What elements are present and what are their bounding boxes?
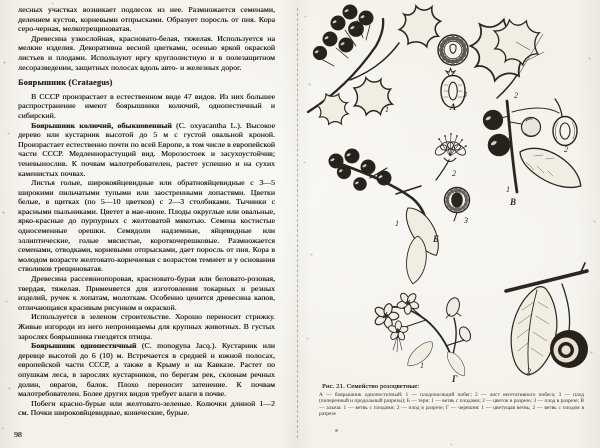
species-name: Боярышник однопестичный xyxy=(31,341,137,351)
figure-label-section-v: В xyxy=(510,197,517,207)
paragraph-text: В СССР произрастает в естественном виде 47 видов. Из них большее распространение имеют боярышники колючий, однопестичный и сибирский. xyxy=(18,91,275,120)
cherry-plum-fruit-section xyxy=(553,99,577,146)
figure-caption xyxy=(319,383,584,418)
paragraph xyxy=(18,178,275,274)
section-heading: Боярышник (Crataegus) xyxy=(18,77,113,87)
paragraph xyxy=(18,34,275,72)
paragraph-text: лесных участках возникает подлесок из нее. Размножается семенами, делением кустов, корневыми отпрысками. Образует поросль от пня. Кора серо-черная, мелкотрещиноватая. xyxy=(18,5,275,34)
figure-label-section-g: Г xyxy=(452,374,458,384)
blackthorn-flower-section xyxy=(433,133,467,180)
paragraph-text: Древесина рассеяннопоровая, красновато-бурая или беловато-розовая, твердая, тяжелая. Применяется для изготовления токарных и резных изделий, ручек к лопатам, молоткам. Особенно ценится древесина капов, отличающаяся красивым рисунком и окраской. xyxy=(18,274,275,312)
cherry-plum-branch xyxy=(484,101,589,196)
figure-label-b2: 2 xyxy=(452,169,456,178)
paragraph xyxy=(18,5,275,34)
scan-noise-specks xyxy=(0,0,1,1)
figure-label-section-a: А xyxy=(450,102,457,112)
paragraph xyxy=(18,341,275,399)
paragraph-text: (С. monogyna Jacq.). Кустарник или деревце высотой до 6 (10) м. Встречается в средней и южной полосах, европейской части СССР, а также в Крыму и на Кавказе. Растет по опушкам леса, в зарослях кустарников, по берегам рек, склонам речных долин, оврагов, балок. Плохо переносит затенение. К почвам малотребователен. Более других видов требует влаги в почве. xyxy=(18,341,276,399)
figure-caption-legend: А — боярышник однопестичный: 1 — плодоносящий побег; 2 — лист вегетативного побега; 3 — плод (поперечный и продольный разрезы); Б — терн: 1 — ветвь с плодами; 2 — цветок в разрезе; 3 — плод в разрезе; В — алыча: 1 — ветвь с плодами; 2 — плод в разрезе; Г — черешня: 1 — цветущая ветвь; 2 — ветвь с плодом в разрезе xyxy=(319,392,584,418)
blackthorn-fruiting-branch xyxy=(329,149,447,285)
figure-label-b1: 1 xyxy=(395,219,399,228)
paragraph xyxy=(18,121,275,179)
text-column xyxy=(18,5,275,418)
figure-label-a1: 1 xyxy=(385,105,389,114)
figure-label-section-b: Б xyxy=(433,234,439,244)
paragraph-text: Побеги красно-бурые или желтовато-зеленые. Колючки длиной 1—2 см. Почки широкояйцевидные, конические, бурые. xyxy=(18,398,275,418)
page-number: 98 xyxy=(14,430,22,439)
paragraph-text: Древесина узкослойная, красновато-белая, тяжелая. Используется на мелкие изделия. Декоративна весной цветками, осенью яркой окраской листьев и плодами. Используют иргу круглолистную и в полезащитном лесоразведении, защитных полосах вдоль авто- и железных дорог. xyxy=(18,33,275,72)
paragraph-text: Используется в зеленом строительстве. Хорошо переносит стрижку. Живые изгороди из него непроницаемы для крупных животных. В густых зарослях боярышника гнездятся птицы. xyxy=(18,312,275,341)
paragraph-text: (С. oxyacantha L.). Высокое дерево или кустарник высотой до 5 м с густой овальной кроной. Произрастает естественно почти по всей Европе, в том числе в европейской части СССР. Медленнорастущий вид. Морозостоек и засухоустойчив; теневынослив. К почвам малотребователен, растет успешно и на сухих каменистых почвах. xyxy=(18,120,275,178)
figure-label-a2: 2 xyxy=(514,91,518,100)
paragraph xyxy=(18,312,275,341)
paragraph xyxy=(18,399,275,418)
paragraph xyxy=(18,92,275,121)
hawthorn-fruiting-branch xyxy=(308,0,450,131)
cherry-leaf-and-fruit-section xyxy=(506,263,588,375)
right-page xyxy=(300,0,600,448)
paragraph xyxy=(18,274,275,312)
figure-label-v1: 1 xyxy=(506,185,510,194)
botanical-plate-figure xyxy=(300,0,600,385)
page-gutter xyxy=(297,8,298,438)
figure-caption-title: Рис. 21. Семейство розоцветные: xyxy=(322,383,420,390)
figure-label-v2: 2 xyxy=(564,145,568,154)
figure-label-b3: 3 xyxy=(464,216,468,225)
hawthorn-vegetative-leaf xyxy=(457,6,549,98)
species-name: Боярышник колючий, обыкновенный xyxy=(31,120,172,130)
paragraph-text: Листья голые, широкояйцевидные или обратнояйцевидные с 3—5 широкими пильчатыми тупыми или заостренными лопастями. Цветки белые, в щитках (по 5—10 цветков) с 2—3 столбиками. Тычинки с красными пыльниками. Цветет в мае-июне. Плоды округлые или овальные, ярко-красные до пурпурных с желтоватой мякотью. Семена костистые односеменные орешки. Семядоли надземные, яйцевидные или эллиптические, голые мясистые, короткочерешковые. Размножается семенами, отводками, корневыми отпрысками, дает поросль от пня. Кора в молодом возрасте желтовато-коричневая с возрастом темнеет и у основания стволиков трещиноватая. xyxy=(18,178,275,274)
figure-label-g2: 2 xyxy=(527,367,531,376)
figure-label-g1: 1 xyxy=(420,361,424,370)
figure-label-a3: 3 xyxy=(463,90,467,99)
